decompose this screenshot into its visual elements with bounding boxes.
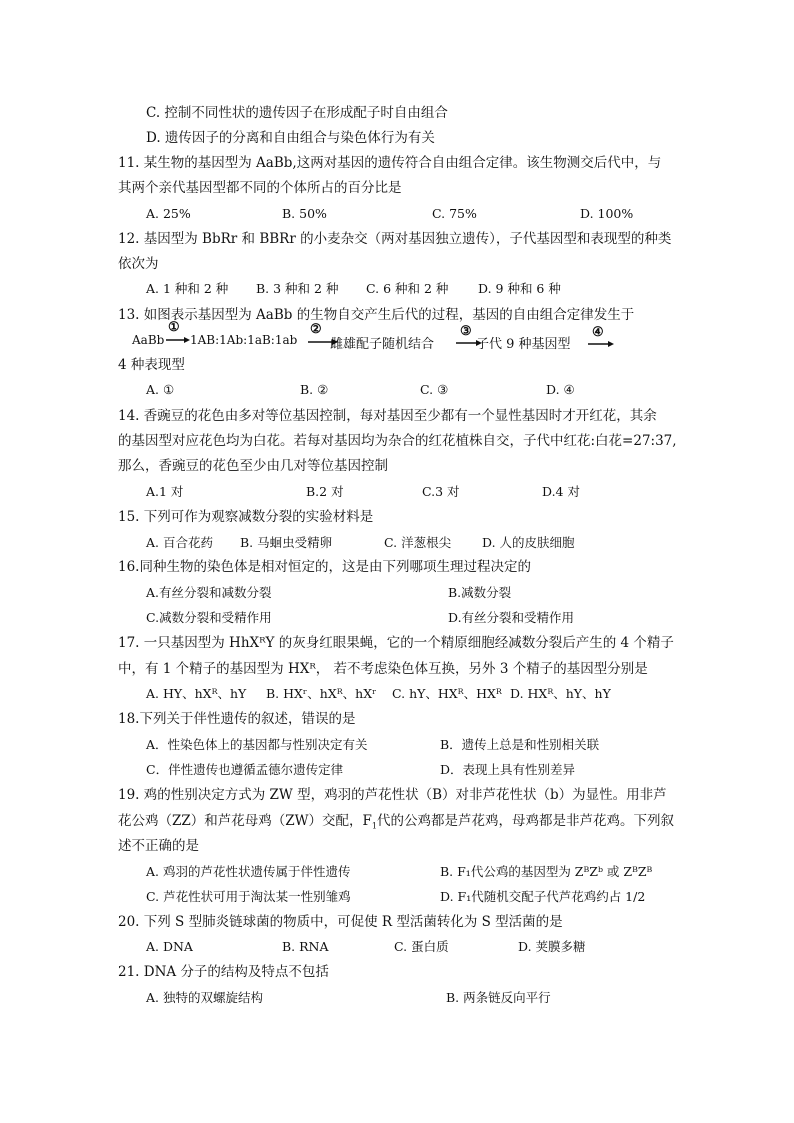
q20-option-d: D. 荚膜多糖 — [518, 939, 586, 954]
q21-stem: 21. DNA 分子的结构及特点不包括 — [118, 964, 329, 980]
q17-stem-line1: 17. 一只基因型为 HhXᴿY 的灰身红眼果蝇，它的一个精原细胞经减数分裂后产生的 4 个精子 — [118, 635, 674, 651]
q11-option-b: B. 50% — [282, 206, 327, 221]
q18-stem: 18.下列关于伴性遗传的叙述，错误的是 — [118, 711, 356, 727]
flow-gamete-ratio: 1AB:1Ab:1aB:1ab — [190, 333, 298, 347]
q11-stem-line1: 11. 某生物的基因型为 AaBb,这两对基因的遗传符合自由组合定律。该生物测交后代中，与 — [118, 155, 662, 171]
step-1-marker: ① — [168, 320, 180, 335]
q20-option-b: B. RNA — [282, 939, 329, 954]
q12-option-d: D. 9 种和 6 种 — [478, 281, 561, 296]
q21-option-a: A. 独特的双螺旋结构 — [146, 990, 263, 1005]
q19-option-b: B. F₁代公鸡的基因型为 ZᴮZᵇ 或 ZᴮZᴮ — [440, 864, 653, 879]
q13-stem-line3: 4 种表现型 — [118, 357, 185, 373]
q20-option-a: A. DNA — [146, 939, 193, 954]
q15-option-d: D. 人的皮肤细胞 — [482, 535, 575, 550]
q20-stem: 20. 下列 S 型肺炎链球菌的物质中，可促使 R 型活菌转化为 S 型活菌的是 — [118, 914, 563, 930]
q14-option-d: D.4 对 — [542, 484, 580, 499]
flow-random-fertilization: 雌雄配子随机结合 — [330, 337, 435, 352]
q13-process-diagram — [130, 322, 650, 356]
q16-option-b: B.减数分裂 — [448, 585, 512, 600]
q10-option-d: D. 遗传因子的分离和自由组合与染色体行为有关 — [146, 130, 435, 146]
q19-stem-line1: 19. 鸡的性别决定方式为 ZW 型，鸡羽的芦花性状（B）对非芦花性状（b）为显性。用非芦 — [118, 787, 667, 803]
q17-option-d: D. HXᴿ、hY、hY — [510, 686, 611, 701]
q18-option-d: D．表现上具有性别差异 — [440, 762, 576, 777]
q12-option-a: A. 1 种和 2 种 — [146, 281, 229, 296]
q13-option-a: A. ① — [146, 382, 175, 397]
q10-option-c: C. 控制不同性状的遗传因子在形成配子时自由组合 — [146, 105, 448, 121]
q21-option-b: B. 两条链反向平行 — [446, 990, 551, 1005]
q13-option-b: B. ② — [300, 382, 329, 397]
flow-parent-genotype: AaBb — [132, 333, 165, 347]
q12-stem-line2: 依次为 — [118, 256, 159, 272]
q13-option-c: C. ③ — [420, 382, 449, 397]
q11-option-c: C. 75% — [432, 206, 477, 221]
q17-option-c: C. hY、HXᴿ、HXᴿ — [392, 686, 502, 701]
q11-option-a: A. 25% — [146, 206, 191, 221]
q19-line2-sub: 1 — [371, 821, 377, 831]
q11-stem-line2: 其两个亲代基因型都不同的个体所占的百分比是 — [118, 180, 402, 196]
q18-option-c: C．伴性遗传也遵循孟德尔遗传定律 — [146, 762, 344, 777]
q19-line2-post: 代的公鸡都是芦花鸡，母鸡都是非芦花鸡。下列叙 — [376, 813, 674, 829]
q16-stem: 16.同种生物的染色体是相对恒定的，这是由下列哪项生理过程决定的 — [118, 559, 531, 575]
q14-option-a: A.1 对 — [146, 484, 184, 499]
q18-option-a: A．性染色体上的基因都与性别决定有关 — [146, 737, 368, 752]
q20-option-c: C. 蛋白质 — [394, 939, 449, 954]
q17-stem-line2: 中，有 1 个精子的基因型为 HXᴿ， 若不考虑染色体互换，另外 3 个精子的基因型分别是 — [118, 661, 648, 677]
q16-option-d: D.有丝分裂和受精作用 — [448, 610, 575, 625]
q15-option-b: B. 马蛔虫受精卵 — [240, 535, 333, 550]
q13-stem-line1: 13. 如图表示基因型为 AaBb 的生物自交产生后代的过程，基因的自由组合定律发生于 — [118, 307, 635, 323]
step-4-marker: ④ — [592, 325, 604, 340]
q12-stem-line1: 12. 基因型为 BbRr 和 BBRr 的小麦杂交（两对基因独立遗传），子代基因型和表现型的种类 — [118, 231, 672, 247]
q14-stem-line1: 14. 香豌豆的花色由多对等位基因控制，每对基因至少都有一个显性基因时才开红花，其余 — [118, 408, 657, 424]
q12-option-b: B. 3 种和 2 种 — [256, 281, 339, 296]
step-3-marker: ③ — [460, 324, 472, 339]
q15-stem: 15. 下列可作为观察减数分裂的实验材料是 — [118, 509, 374, 525]
q15-option-c: C. 洋葱根尖 — [384, 535, 452, 550]
q19-option-c: C. 芦花性状可用于淘汰某一性别雏鸡 — [146, 889, 351, 904]
q13-option-d: D. ④ — [546, 382, 575, 397]
q14-stem-line2: 的基因型对应花色均为白花。若每对基因均为杂合的红花植株自交，子代中红花:白花=27:37, — [118, 433, 677, 449]
step-2-marker: ② — [310, 322, 322, 337]
q12-option-c: C. 6 种和 2 种 — [366, 281, 449, 296]
q17-option-b: B. HXʳ、hXᴿ、hXʳ — [266, 686, 377, 701]
q17-option-a: A. HY、hXᴿ、hY — [146, 686, 247, 701]
q11-option-d: D. 100% — [580, 206, 634, 221]
q14-stem-line3: 那么，香豌豆的花色至少由几对等位基因控制 — [118, 458, 388, 474]
q18-option-b: B．遗传上总是和性别相关联 — [440, 737, 600, 752]
q19-stem-line2 — [118, 811, 674, 831]
flow-offspring-genotypes: 子代 9 种基因型 — [476, 337, 571, 352]
q19-option-a: A. 鸡羽的芦花性状遗传属于伴性遗传 — [146, 864, 351, 879]
q19-stem-line3: 述不正确的是 — [118, 838, 199, 854]
q14-option-c: C.3 对 — [422, 484, 460, 499]
q16-option-a: A.有丝分裂和减数分裂 — [146, 585, 272, 600]
q14-option-b: B.2 对 — [306, 484, 344, 499]
q19-line2-pre: 花公鸡（ZZ）和芦花母鸡（ZW）交配，F — [118, 813, 372, 829]
q19-option-d: D. F₁代随机交配子代芦花鸡约占 1/2 — [440, 889, 646, 904]
q15-option-a: A. 百合花药 — [146, 535, 213, 550]
q16-option-c: C.减数分裂和受精作用 — [146, 610, 272, 625]
